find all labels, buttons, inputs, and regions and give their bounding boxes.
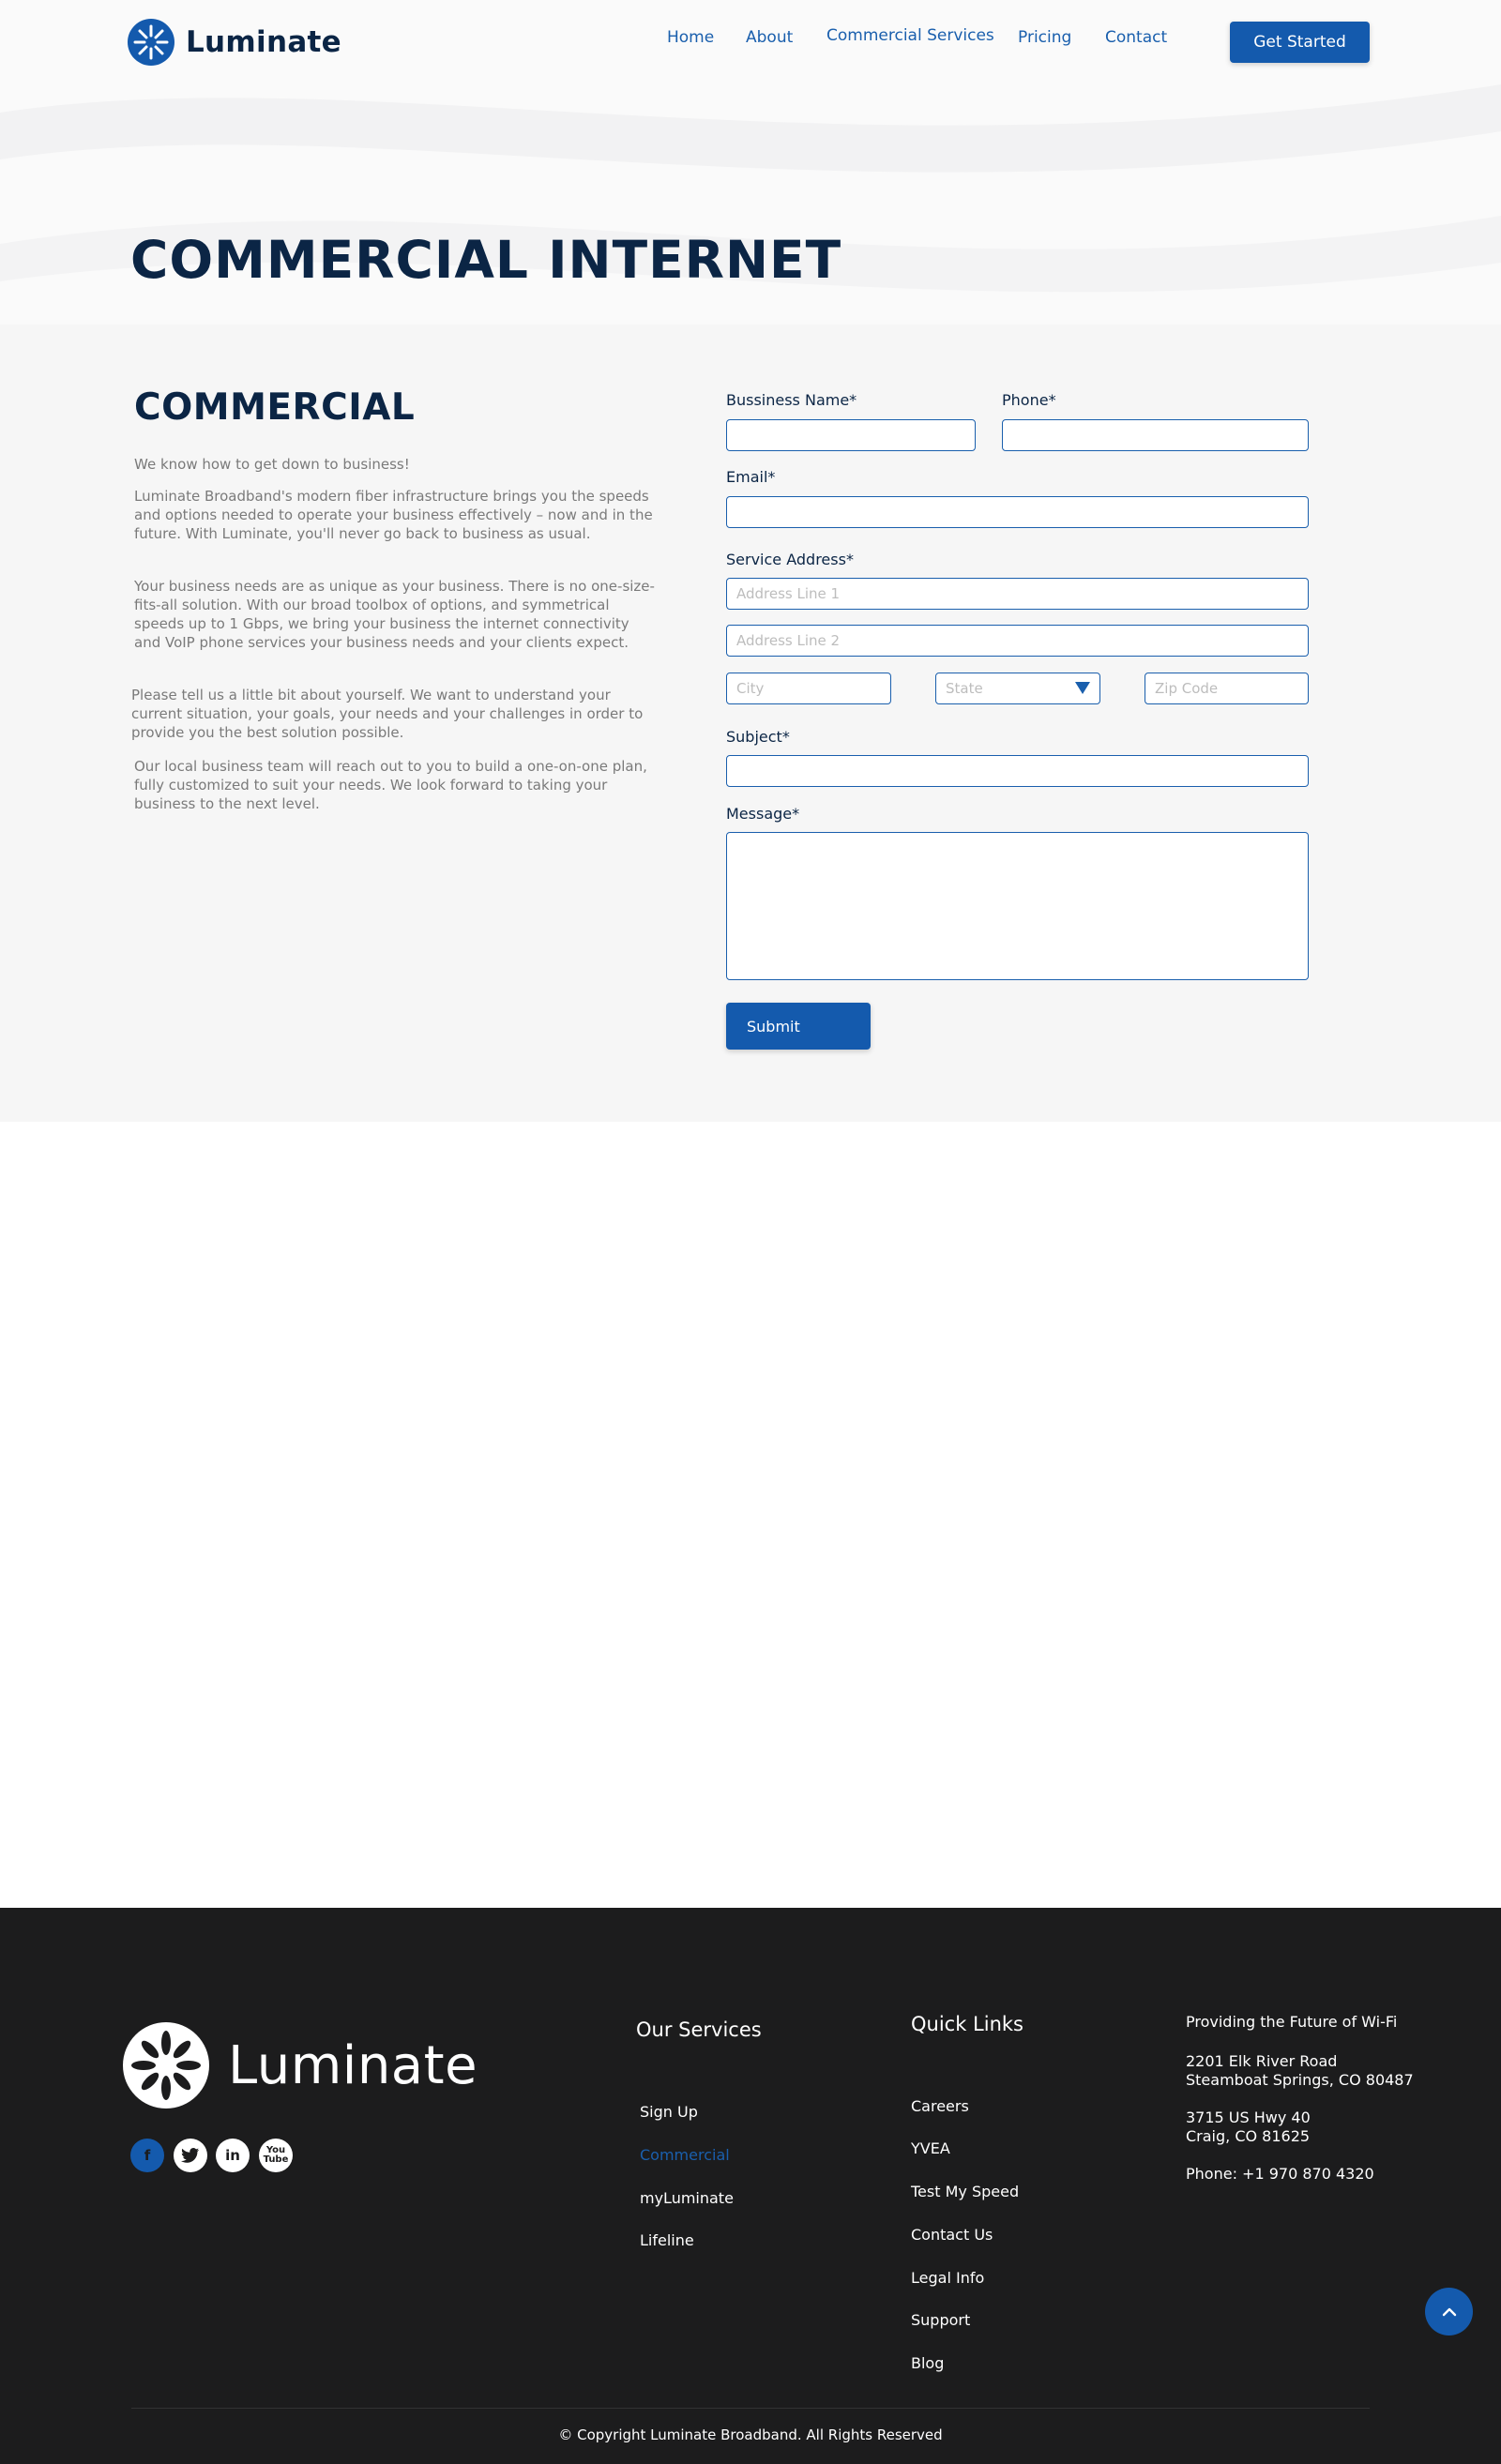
- footer-link-commercial[interactable]: Commercial: [640, 2146, 730, 2164]
- city-placeholder: City: [736, 680, 765, 697]
- footer-link-yvea[interactable]: YVEA: [911, 2139, 950, 2157]
- hero-section: [0, 0, 1501, 325]
- message-label: Message*: [726, 805, 800, 823]
- footer-link-lifeline[interactable]: Lifeline: [640, 2231, 694, 2249]
- nav-home[interactable]: Home: [667, 28, 715, 47]
- address-line2-input[interactable]: [726, 625, 1309, 657]
- submit-button[interactable]: Submit: [726, 1003, 871, 1050]
- quick-links-heading: Quick Links: [911, 2013, 1024, 2035]
- zip-input[interactable]: [1145, 673, 1309, 704]
- subject-input[interactable]: [726, 755, 1309, 787]
- business-name-input[interactable]: [726, 419, 976, 451]
- city-input[interactable]: [726, 673, 891, 704]
- get-started-button[interactable]: Get Started: [1230, 22, 1370, 63]
- service-address-label: Service Address*: [726, 551, 854, 568]
- site-logo[interactable]: [128, 19, 341, 66]
- state-placeholder: State: [946, 680, 983, 697]
- address-line1-placeholder: Address Line 1: [736, 585, 841, 602]
- section-heading: COMMERCIAL: [134, 386, 416, 429]
- zip-placeholder: Zip Code: [1155, 680, 1219, 697]
- twitter-bird-glyph: [181, 2147, 200, 2164]
- nav-about[interactable]: About: [746, 28, 794, 47]
- page-title: COMMERCIAL INTERNET: [130, 230, 842, 290]
- state-select[interactable]: [935, 673, 1100, 704]
- subject-label: Subject*: [726, 728, 790, 746]
- linkedin-icon[interactable]: in: [216, 2139, 250, 2172]
- address-steamboat-city: Steamboat Springs, CO 80487: [1186, 2071, 1414, 2089]
- intro-paragraph: Please tell us a little bit about yourself. We want to understand your current situation, your goals, your needs and your challenges in order to provide you the best solution possible.: [131, 687, 644, 741]
- email-input[interactable]: [726, 496, 1309, 528]
- footer-phone: Phone: +1 970 870 4320: [1186, 2165, 1374, 2183]
- footer-link-careers[interactable]: Careers: [911, 2097, 969, 2115]
- twitter-icon[interactable]: [174, 2139, 207, 2172]
- phone-label: Phone*: [1002, 391, 1056, 409]
- youtube-icon[interactable]: You Tube: [259, 2139, 293, 2172]
- footer-tagline: Providing the Future of Wi-Fi: [1186, 2013, 1398, 2031]
- intro-paragraph: Your business needs are as unique as your business. There is no one-size-fits-all solution. With our broad toolbox of options, and symmetrical speeds up to 1 Gbps, we bring your business the internet connectivity and VoIP phone services your business needs and your clients expect.: [134, 578, 655, 651]
- commercial-section: [0, 325, 1501, 1122]
- chevron-down-icon: [1075, 682, 1090, 694]
- footer-divider: [131, 2408, 1370, 2409]
- footer-link-contact-us[interactable]: Contact Us: [911, 2226, 993, 2244]
- footer-logo-wordmark: Luminate: [228, 2034, 478, 2096]
- address-craig-city: Craig, CO 81625: [1186, 2127, 1311, 2145]
- luminate-logo-icon: [123, 2022, 209, 2109]
- site-footer: [0, 1908, 1501, 2464]
- chevron-up-icon: [1441, 2306, 1458, 2318]
- message-textarea[interactable]: [726, 832, 1309, 980]
- address-steamboat-street: 2201 Elk River Road: [1186, 2052, 1338, 2070]
- address-line1-input[interactable]: [726, 578, 1309, 610]
- intro-paragraph: Luminate Broadband's modern fiber infrastructure brings you the speeds and options needed to operate your business effectively – now and in the future. With Luminate, you'll never go back to business as usual.: [134, 488, 653, 542]
- phone-input[interactable]: [1002, 419, 1309, 451]
- business-name-label: Bussiness Name*: [726, 391, 857, 409]
- footer-link-legal-info[interactable]: Legal Info: [911, 2269, 985, 2287]
- footer-logo[interactable]: [123, 2022, 478, 2109]
- copyright-text: © Copyright Luminate Broadband. All Rights Reserved: [558, 2426, 943, 2443]
- back-to-top-button[interactable]: [1425, 2288, 1473, 2336]
- intro-paragraph: We know how to get down to business!: [134, 456, 410, 473]
- footer-link-test-my-speed[interactable]: Test My Speed: [911, 2183, 1020, 2200]
- footer-link-sign-up[interactable]: Sign Up: [640, 2103, 698, 2121]
- footer-link-blog[interactable]: Blog: [911, 2354, 945, 2372]
- luminate-logo-icon: [128, 19, 174, 66]
- address-line2-placeholder: Address Line 2: [736, 632, 841, 649]
- footer-link-support[interactable]: Support: [911, 2311, 971, 2329]
- logo-wordmark: Luminate: [186, 25, 341, 59]
- intro-paragraph: Our local business team will reach out to you to build a one-on-one plan, fully customized to suit your needs. We look forward to taking your business to the next level.: [134, 758, 647, 812]
- nav-commercial-services[interactable]: Commercial Services: [826, 26, 994, 45]
- address-craig-street: 3715 US Hwy 40: [1186, 2109, 1311, 2126]
- email-label: Email*: [726, 468, 776, 486]
- nav-pricing[interactable]: Pricing: [1018, 28, 1072, 47]
- facebook-icon[interactable]: f: [130, 2139, 164, 2172]
- nav-contact[interactable]: Contact: [1105, 28, 1168, 47]
- services-heading: Our Services: [636, 2018, 762, 2041]
- footer-link-myluminate[interactable]: myLuminate: [640, 2189, 734, 2207]
